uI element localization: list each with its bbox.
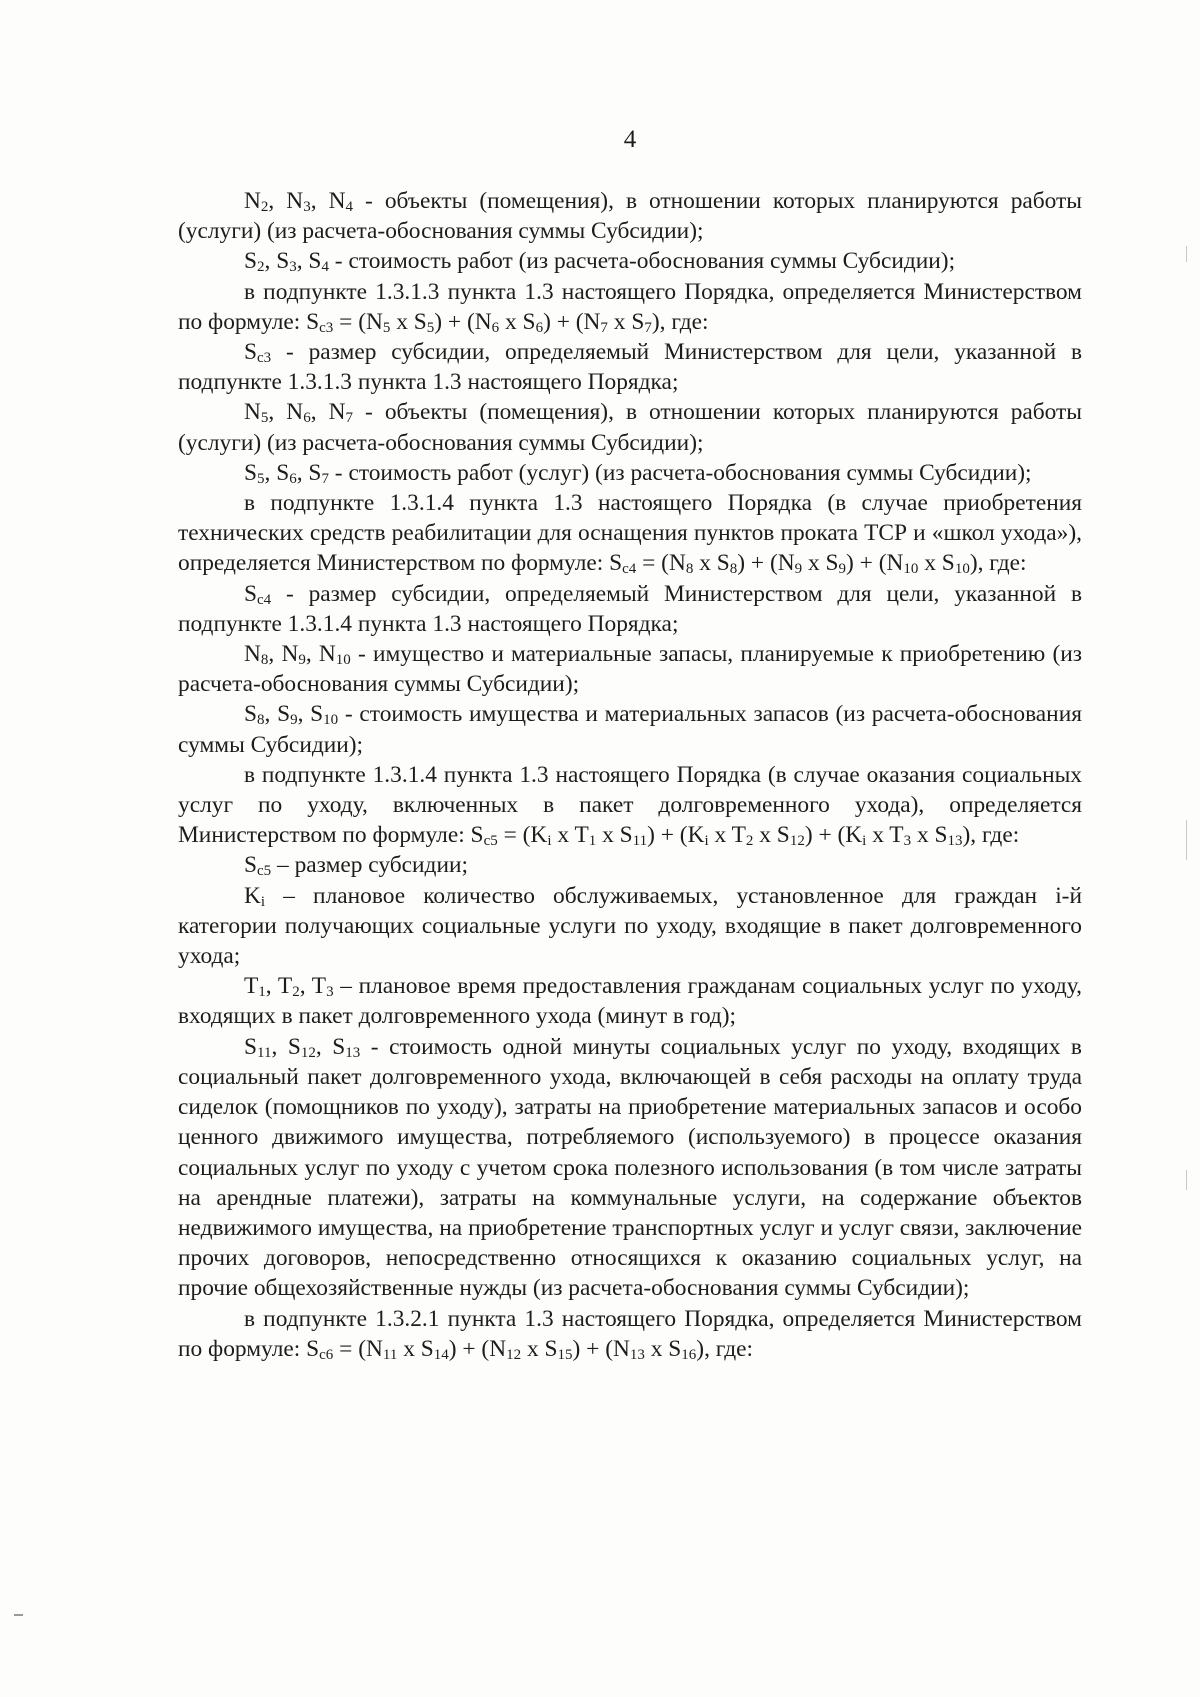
paragraph-s2-s4: $S_2$, $S_3$, $S_4$ - стоимость работ (из расчета-обоснования суммы Субсидии); — [244, 248, 956, 276]
paragraph-t1-t3-definition: $T_1$, $T_2$, $T_3$ – плановое время предоставления гражданам социальных услуг по уходу, входящих в пакет долговременного ухода (минут в год); — [178, 973, 1082, 1030]
scan-mark-right-2 — [1186, 820, 1187, 860]
paragraph-n2-n4: $N_2$, $N_3$, $N_4$ - объекты (помещения), в отношении которых планируются работы (услуги) (из расчета-обоснования суммы Субсидии); — [178, 188, 1082, 245]
paragraph-ki-definition: $K_i$ – плановое количество обслуживаемых, установленное для граждан i-й категории получающих социальные услуги по уходу, входящие в пакет долговременного ухода; — [178, 882, 1082, 970]
paragraph-n5-n7: $N_5$, $N_6$, $N_7$ - объекты (помещения), в отношении которых планируются работы (услуги) (из расчета-обоснования суммы Субсидии); — [178, 399, 1082, 456]
paragraph-formula-sc6: в подпункте 1.3.2.1 пункта 1.3 настоящего Порядка, определяется Министерством по формуле: $S_{c6} = (N_{11}$ x $S_{14}) + (N_{12}$ x $S_{15}) + (N_{13}$ x $S_{16}$), где: — [178, 1305, 1082, 1363]
scan-mark-right-1 — [1186, 246, 1187, 262]
paragraph-sc4-definition: $S_{c4}$ - размер субсидии, определяемый Министерством для цели, указанной в подпункте 1.3.1.4 пункта 1.3 настоящего Порядка; — [178, 580, 1082, 637]
document-body — [178, 186, 1082, 1364]
scan-mark-left — [14, 1614, 23, 1616]
paragraph-s11-s13-definition: $S_{11}$, $S_{12}$, $S_{13}$ - стоимость одной минуты социальных услуг по уходу, входящих в социальный пакет долговременного ухода, включающей в себя расходы на оплату труда сиделок (помощников по уходу), затраты на приобретение материальных запасов и особо ценного движимого имущества, потребляемого (используемого) в процессе оказания социальных услуг по уходу с учетом срока полезного использования (в том числе затраты на арендные платежи), затраты на коммунальные услуги, на содержание объектов недвижимого имущества, на приобретение транспортных услуг и услуг связи, заключение прочих договоров, непосредственно относящихся к оказанию социальных услуг, на прочие общехозяйственные нужды (из расчета-обоснования суммы Субсидии); — [178, 1033, 1082, 1302]
paragraph-formula-sc3: в подпункте 1.3.1.3 пункта 1.3 настоящего Порядка, определяется Министерством по формуле: $S_{c3} = (N_5$ x $S_5) + (N_6$ x $S_6) + (N_7$ x $S_7$), где: — [178, 278, 1082, 336]
paragraph-formula-sc5: в подпункте 1.3.1.4 пункта 1.3 настоящего Порядка (в случае оказания социальных услуг по уходу, включенных в пакет долговременного ухода), определяется Министерством по формуле: $S_{c5} = (K_i$ x $T_1$ x $S_{11}) + (K_i$ x $T_2$ x $S_{12}) + (K_i$ x $T_3$ x $S_{13}$), где: — [178, 761, 1082, 850]
scan-mark-right-3 — [1186, 1170, 1187, 1190]
paragraph-sc3-definition: $S_{c3}$ - размер субсидии, определяемый Министерством для цели, указанной в подпункте 1.3.1.3 пункта 1.3 настоящего Порядка; — [178, 339, 1082, 396]
paragraph-s8-s10: $S_8$, $S_9$, $S_{10}$ - стоимость имущества и материальных запасов (из расчета-обоснования суммы Субсидии); — [178, 701, 1082, 758]
paragraph-n8-n10: $N_8$, $N_9$, $N_{10}$ - имущество и материальные запасы, планируемые к приобретению (из расчета-обоснования суммы Субсидии); — [178, 641, 1082, 698]
paragraph-formula-sc4: в подпункте 1.3.1.4 пункта 1.3 настоящего Порядка (в случае приобретения технических средств реабилитации для оснащения пунктов проката ТСР и «школ ухода»), определяется Министерством по формуле: $S_{c4} = (N_8$ x $S_8) + (N_9$ x $S_9) + (N_{10}$ x $S_{10}$), где: — [178, 490, 1082, 578]
page-number: 4 — [623, 126, 637, 153]
paragraph-s5-s7: $S_5$, $S_6$, $S_7$ - стоимость работ (услуг) (из расчета-обоснования суммы Субсидии); — [244, 459, 1032, 487]
paragraph-sc5-definition: $S_{c5}$ – размер субсидии; — [244, 852, 468, 880]
